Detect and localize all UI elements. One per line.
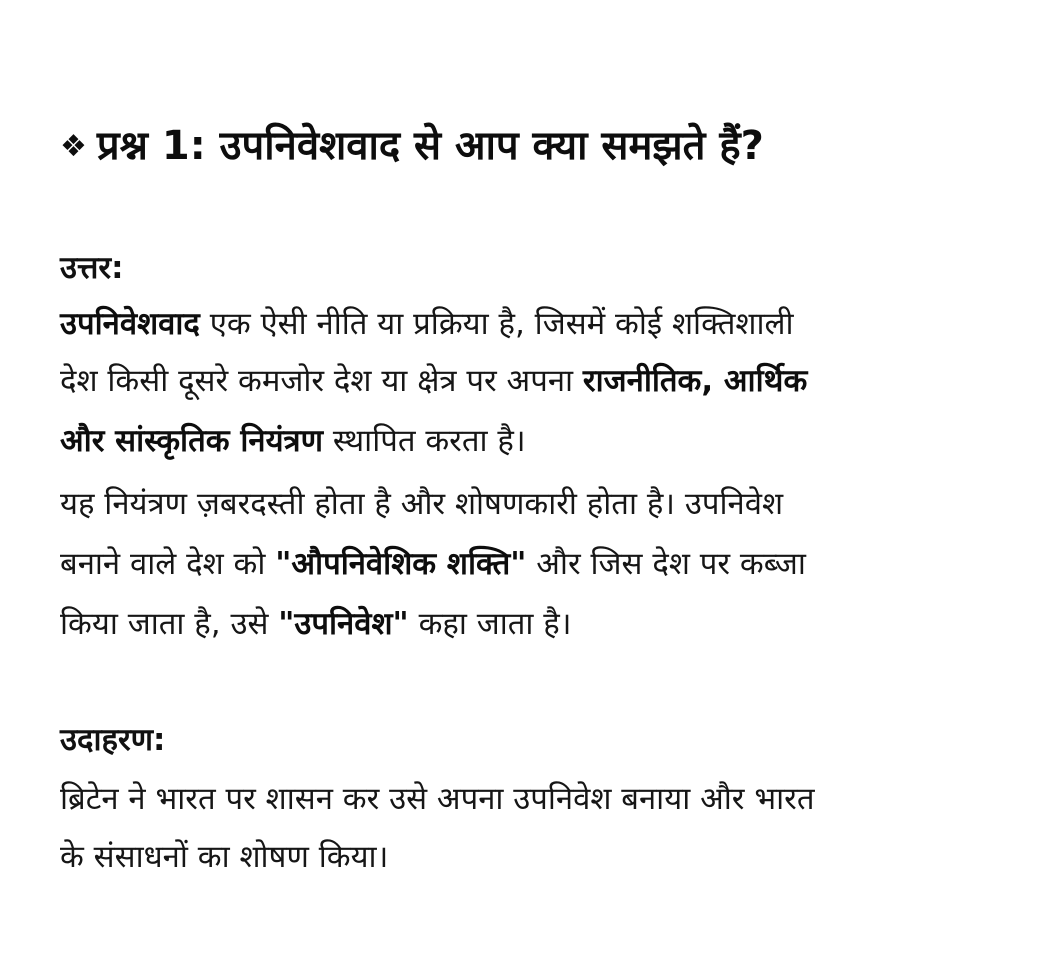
example-line-1: ब्रिटेन ने भारत पर शासन कर उसे अपना उपनिवेश बनाया और भारत bbox=[60, 781, 815, 817]
answer-line-6-text-start: किया जाता है, उसे bbox=[60, 606, 279, 642]
answer-line-5 bbox=[60, 541, 806, 587]
answer-line-1-bold: उपनिवेशवाद bbox=[60, 306, 200, 342]
answer-line-2 bbox=[60, 358, 807, 404]
answer-line-2-bold: राजनीतिक, आर्थिक bbox=[582, 363, 808, 399]
answer-line-3 bbox=[60, 418, 526, 464]
answer-line-4-text: यह नियंत्रण ज़बरदस्ती होता है और शोषणकारी होता है। उपनिवेश bbox=[60, 486, 784, 522]
answer-line-1-text: एक ऐसी नीति या प्रक्रिया है, जिसमें कोई शक्तिशाली bbox=[199, 306, 794, 342]
answer-line-6 bbox=[60, 601, 572, 647]
example-line-2: के संसाधनों का शोषण किया। bbox=[60, 839, 389, 875]
answer-line-3-text: स्थापित करता है। bbox=[323, 423, 526, 459]
answer-line-3-bold: और सांस्कृतिक नियंत्रण bbox=[60, 423, 324, 459]
answer-line-1 bbox=[60, 301, 794, 347]
answer-line-4 bbox=[60, 481, 783, 527]
question-heading bbox=[60, 118, 1020, 175]
question-text: प्रश्न 1: उपनिवेशवाद से आप क्या समझते हैं? bbox=[96, 123, 764, 169]
answer-line-2-text: देश किसी दूसरे कमजोर देश या क्षेत्र पर अपना bbox=[60, 363, 583, 399]
answer-line-5-text-end: और जिस देश पर कब्जा bbox=[526, 546, 806, 582]
answer-heading: उत्तर: bbox=[60, 250, 124, 286]
answer-line-5-bold: "औपनिवेशिक शक्ति" bbox=[275, 546, 527, 582]
example-heading: उदाहरण: bbox=[60, 722, 166, 758]
diamond-bullet-icon: ❖ bbox=[60, 129, 87, 164]
answer-line-6-text-end: कहा जाता है। bbox=[408, 606, 572, 642]
answer-line-6-bold: "उपनिवेश" bbox=[278, 606, 409, 642]
answer-line-5-text-start: बनाने वाले देश को bbox=[60, 546, 276, 582]
